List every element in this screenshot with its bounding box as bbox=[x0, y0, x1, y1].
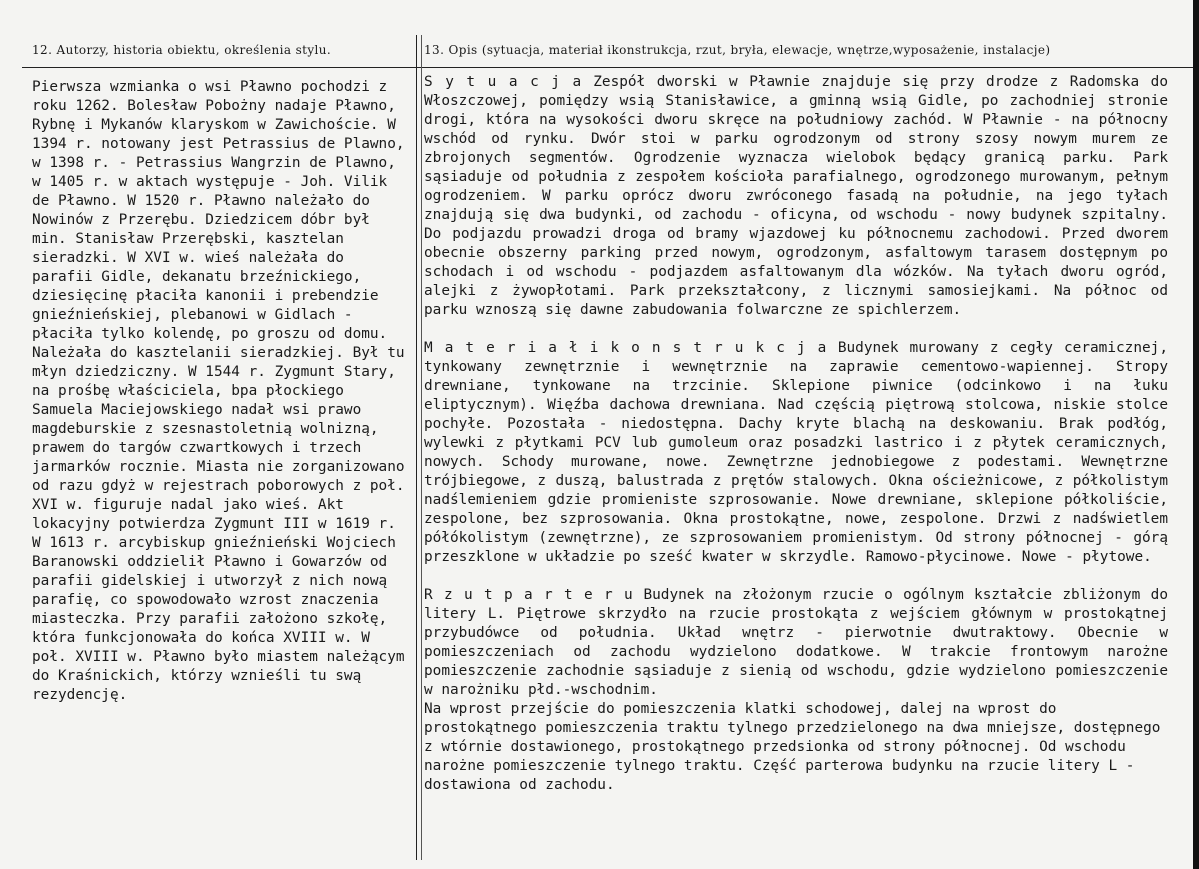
section-13-header: 13. Opis (sytuacja, materiał ikonstrukcja, rzut, bryła, elewacje, wnętrze,wyposażenie, instalacje) bbox=[424, 43, 1051, 57]
plan-label: R z u t p a r t e r u bbox=[424, 587, 634, 603]
material-label: M a t e r i a ł i k o n s t r u k c j a bbox=[424, 340, 827, 356]
situation-label: S y t u a c j a bbox=[424, 74, 582, 90]
section-12-header: 12. Autorzy, historia obiektu, określenia stylu. bbox=[32, 43, 332, 57]
column-divider bbox=[416, 35, 417, 860]
situation-text: Zespół dworski w Pławnie znajduje się przy drodze z Radomska do Włoszczowej, pomiędzy wsią Stanisławice, a gminną wsią Gidle, po zachodniej stronie drogi, która na wysokości dworu skręce na południowy zachód. W Pławnie - na północny wschód od rynku. Dwór stoi w parku ogrodzonym od strony szosy nowym murem ze zbrojonych segmentów. Ogrodzenie wyznacza wielobok będący granicą parku. Park sąsiaduje od południa z zespołem kościoła parafialnego, ogrodzonego murowanym, pełnym ogrodzeniem. W parku oprócz dworu zwróconego fasadą na południe, na jego tyłach znajdują się dwa budynki, od zachodu - oficyna, od wschodu - nowy budynek szpitalny. Do podjazdu prowadzi droga od bramy wjazdowej ku północnemu zachodowi. Przed dworem obecnie obszerny parking przed nowym, ogrodzonym, asfaltowym tarasem dostępnym po schodach i od wschodu - podjazdem asfaltowanym dla wózków. Na tyłach dworu ogród, alejki z żywopłotami. Park przekształcony, z licznymi samosiejkami. Na północ od parku wznoszą się dawne zabudowania folwarczne ze spichlerzem. bbox=[424, 74, 1168, 318]
history-text: Pierwsza wzmianka o wsi Pławno pochodzi z roku 1262. Bolesław Pobożny nadaje Pławno, Rybnę i Mykanów klaryskom w Zawichoście. W 1394 r. notowany jest Petrassius de Plawno, w 1398 r. - Petrassius Wangrzin de Plawno, w 1405 r. w aktach występuje - Joh. Vilik de Pławno. W 1520 r. Pławno należało do Nowinów z Przerębu. Dziedzicem dóbr był min. Stanisław Przerębski, kasztelan sieradzki. W XVI w. wieś należała do parafii Gidle, dekanatu brzeźnickiego, dziesięcinę płaciła kanonii i prebendzie gnieźnieńskiej, plebanowi w Gidlach - płaciła tylko kolendę, po groszu od domu. Należała do kasztelanii sieradzkiej. Był tu młyn dziedziczny. W 1544 r. Zygmunt Stary, na prośbę właściciela, bpa płockiego Samuela Maciejowskiego nadał wsi prawo magdeburskie z szesnastoletnią wolnizną, prawem do targów czwartkowych i trzech jarmarków rocznie. Miasta nie zorganizowano od razu gdyż w rejestrach poborowych z poł. XVI w. figuruje nadal jako wieś. Akt lokacyjny potwierdza Zygmunt III w 1619 r. W 1613 r. arcybiskup gnieźnieński Wojciech Baranowski oddzielił Pławno i Gowarzów od parafii gidelskiej i utworzył z nich nową parafię, co spowodowało wzrost znaczenia miasteczka. Przy parafii założono szkołę, która funkcjonowała do końca XVIII w. W poł. XVIII w. Pławno było miastem należącym do Kraśnickich, którzy wznieśli tu swą rezydencję. bbox=[32, 79, 405, 703]
column-divider-inner bbox=[421, 35, 422, 860]
situation-paragraph bbox=[424, 73, 1168, 320]
history-column bbox=[32, 78, 412, 705]
plan-paragraph-2: Na wprost przejście do pomieszczenia klatki schodowej, dalej na wprost do prostokątnego pomieszczenia traktu tylnego przedzielonego na dwa mniejsze, dostępnego z wtórnie dostawionego, prostokątnego przedsionka od strony północnej. Od wschodu narożne pomieszczenie tylnego traktu. Część parterowa budynku na rzucie litery L - dostawiona od zachodu. bbox=[424, 701, 1161, 793]
plan-text: Budynek na złożonym rzucie o ogólnym kształcie zbliżonym do litery L. Piętrowe skrzydło na rzucie prostokąta z wejściem głównym w prostokątnej przybudówce od południa. Układ wnętrz - pierwotnie dwutraktowy. Obecnie w pomieszczeniach od zachodu wydzielono dodatkowe. W trakcie frontowym narożne pomieszczenie zachodnie sąsiaduje z sienią od wschodu, gdzie wydzielono pomieszczenie w narożniku płd.-wschodnim. bbox=[424, 587, 1169, 698]
material-text: Budynek murowany z cegły ceramicznej, tynkowany zewnętrznie i wewnętrznie na zaprawie cementowo-wapiennej. Stropy drewniane, tynkowane na trzcinie. Sklepione piwnice (odcinkowo i na łuku eliptycznym). Więźba dachowa drewniana. Nad częścią piętrową stolcowa, niskie stolce pochyłe. Pozostała - niedostępna. Dachy kryte blachą na deskowaniu. Brak podłóg, wylewki z płytkami PCV lub gumoleum oraz posadzki lastrico i z płytek ceramicznych, nowych. Schody murowane, nowe. Zewnętrzne jednobiegowe z podestami. Wewnętrzne trójbiegowe, z duszą, balustrada z prętów stalowych. Okna ościeżnicowe, z półkolistym nadślemieniem gdzie promieniste szprosowanie. Nowe drewniane, sklepione półkoliście, zespolone, bez szprosowania. Okna prostokątne, nowe, zespolone. Drzwi z nadświetlem półókolistym (zewnętrzne), ze szprosowaniem promienistym. Od strony północnej - górą przeszklone w układzie po sześć kwater w skrzydle. Ramowo-płycinowe. Nowe - płytowe. bbox=[424, 340, 1168, 565]
plan-paragraph bbox=[424, 586, 1168, 700]
description-column bbox=[424, 73, 1168, 795]
scan-edge bbox=[1193, 0, 1199, 869]
material-paragraph bbox=[424, 339, 1168, 567]
header-divider bbox=[22, 67, 1199, 68]
